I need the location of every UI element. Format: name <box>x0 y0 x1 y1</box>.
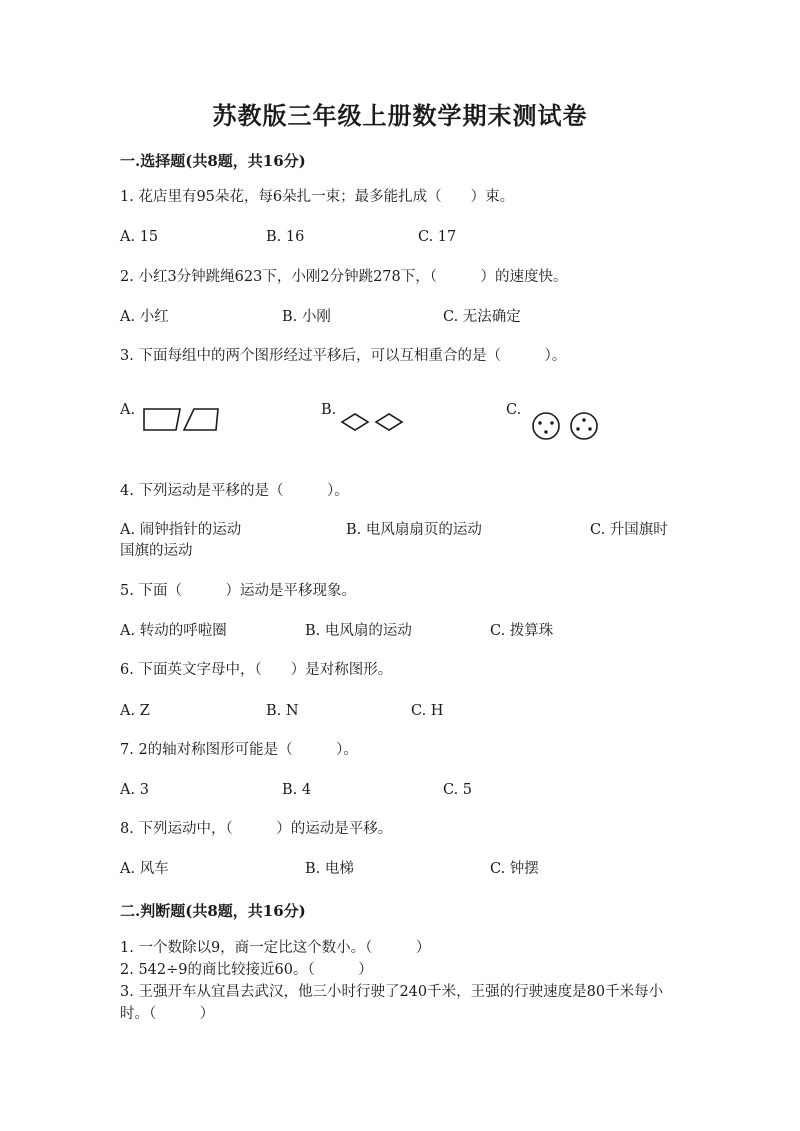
question-4: 4. 下列运动是平移的是（ ）。 <box>120 483 349 499</box>
section-heading-judgement: 二.判断题(共8题，共16分) <box>120 902 306 920</box>
q1-option-c: C. 17 <box>418 229 457 245</box>
diamond-shape <box>376 414 402 430</box>
q4-option-c: C. 升国旗时 <box>590 522 668 538</box>
question-1: 1. 花店里有95朵花，每6朵扎一束；最多能扎成（ ）束。 <box>120 189 515 205</box>
q7-option-b: B. 4 <box>282 782 312 798</box>
q5-option-b: B. 电风扇的运动 <box>305 623 412 639</box>
q7-option-a: A. 3 <box>120 782 149 798</box>
q3-option-c-figure <box>530 412 604 440</box>
q4-option-b: B. 电风扇扇页的运动 <box>346 522 482 538</box>
trapezoid-shape <box>144 409 180 430</box>
q3-option-c-label: C. <box>506 402 522 418</box>
q4-option-a: A. 闹钟指针的运动 <box>120 522 242 538</box>
judgement-3: 3. 王强开车从宜昌去武汉，他三小时行驶了240千米，王强的行驶速度是80千米每小时。（ ） <box>120 984 664 1022</box>
q7-option-c: C. 5 <box>443 782 473 798</box>
q8-option-a: A. 风车 <box>120 861 169 877</box>
q2-option-c: C. 无法确定 <box>443 309 521 325</box>
parallelogram-shape <box>184 409 218 430</box>
page-title: 苏教版三年级上册数学期末测试卷 <box>212 101 588 130</box>
section-heading-choice: 一.选择题(共8题，共16分) <box>120 152 306 170</box>
q1-option-a: A. 15 <box>120 229 159 245</box>
q4-option-c-continued: 国旗的运动 <box>120 543 193 559</box>
question-8: 8. 下列运动中，（ ）的运动是平移。 <box>120 821 393 837</box>
q6-option-b: B. N <box>266 703 299 719</box>
q2-option-a: A. 小红 <box>120 309 169 325</box>
diamond-shape <box>342 414 368 430</box>
q5-option-a: A. 转动的呼啦圈 <box>120 623 227 639</box>
question-7: 7. 2的轴对称图形可能是（ ）。 <box>120 742 358 758</box>
q6-option-c: C. H <box>411 703 444 719</box>
question-3: 3. 下面每组中的两个图形经过平移后，可以互相重合的是（ ）。 <box>120 348 567 364</box>
q3-option-a-figure <box>140 405 222 433</box>
q5-option-c: C. 拨算珠 <box>490 623 554 639</box>
q3-option-b-figure <box>338 410 410 434</box>
question-5: 5. 下面（ ）运动是平移现象。 <box>120 583 356 599</box>
dotted-circle-shape <box>571 413 597 439</box>
q1-option-b: B. 16 <box>266 229 305 245</box>
judgement-1: 1. 一个数除以9，商一定比这个数小。（ ） <box>120 940 431 956</box>
q6-option-a: A. Z <box>120 703 150 719</box>
question-6: 6. 下面英文字母中，（ ）是对称图形。 <box>120 662 393 678</box>
q3-option-a-label: A. <box>120 402 136 418</box>
q8-option-c: C. 钟摆 <box>490 861 539 877</box>
dotted-circle-shape <box>533 413 559 439</box>
judgement-2: 2. 542÷9的商比较接近60。（ ） <box>120 962 373 978</box>
q3-option-b-label: B. <box>321 402 337 418</box>
question-2: 2. 小红3分钟跳绳623下，小刚2分钟跳278下，（ ）的速度快。 <box>120 269 568 285</box>
q8-option-b: B. 电梯 <box>305 861 354 877</box>
q2-option-b: B. 小刚 <box>282 309 331 325</box>
